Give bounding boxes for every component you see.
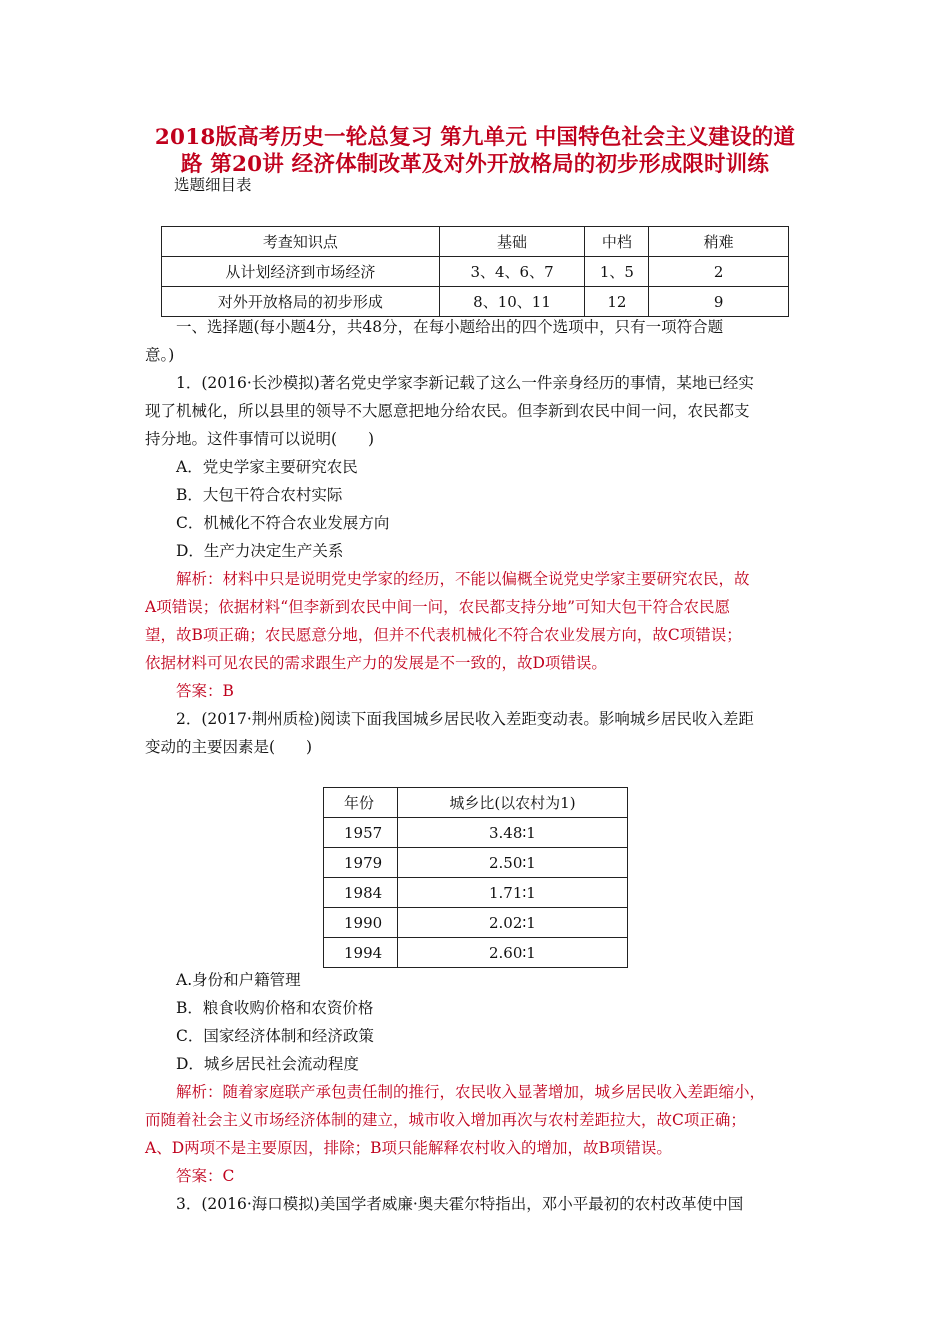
header-cell: 年份 [324,788,398,818]
table-cell: 1990 [324,908,398,938]
q1-option-b: B．大包干符合农村实际 [176,486,343,504]
q1-stem-line: 现了机械化，所以县里的领导不大愿意把地分给农民。但李新到农民中间一问，农民都支 [145,402,750,420]
q3-stem-line: 3．(2016·海口模拟)美国学者威廉·奥夫霍尔特指出，邓小平最初的农村改革使中国 [176,1195,744,1213]
header-cell: 考查知识点 [162,227,440,257]
table-row [324,878,628,908]
topic-table [161,226,789,317]
q2-answer: 答案：C [176,1167,235,1185]
table-row [324,938,628,968]
title-line-2: 路 第20讲 经济体制改革及对外开放格局的初步形成限时训练 [180,152,770,177]
table-cell: 3、4、6、7 [439,257,585,287]
q2-analysis-line: 解析：随着家庭联产承包责任制的推行，农民收入显著增加，城乡居民收入差距缩小， [176,1083,766,1101]
q1-option-d: D．生产力决定生产关系 [176,542,344,560]
table-cell: 1979 [324,848,398,878]
table-cell: 对外开放格局的初步形成 [162,287,440,317]
table-row [162,287,789,317]
table-cell: 从计划经济到市场经济 [162,257,440,287]
table-cell: 1994 [324,938,398,968]
section-heading-line-1: 一、选择题(每小题4分，共48分，在每小题给出的四个选项中，只有一项符合题 [176,318,724,336]
q1-analysis-line: 解析：材料中只是说明党史学家的经历，不能以偏概全说党史学家主要研究农民，故 [176,570,750,588]
table-cell: 2.02∶1 [397,908,627,938]
q2-stem-line: 变动的主要因素是( ) [145,738,313,756]
q1-stem-line: 持分地。这件事情可以说明( ) [145,430,375,448]
q2-analysis-line: A、D两项不是主要原因，排除；B项只能解释农村收入的增加，故B项错误。 [145,1139,672,1157]
table-cell: 1.71∶1 [397,878,627,908]
q1-analysis-line: A项错误；依据材料“但李新到农民中间一问，农民都支持分地”可知大包干符合农民愿 [145,598,731,616]
table-cell: 12 [585,287,649,317]
q2-option-b: B．粮食收购价格和农资价格 [176,999,374,1017]
table-cell: 9 [649,287,789,317]
document-title [120,124,830,178]
title-line-1: 2018版高考历史一轮总复习 第九单元 中国特色社会主义建设的道 [154,125,796,150]
table-cell: 1957 [324,818,398,848]
header-cell: 中档 [585,227,649,257]
header-cell: 基础 [439,227,585,257]
header-cell: 城乡比(以农村为1) [397,788,627,818]
q2-analysis-line: 而随着社会主义市场经济体制的建立，城市收入增加再次与农村差距拉大，故C项正确； [145,1111,746,1129]
q2-option-a: A.身份和户籍管理 [176,971,301,989]
table-row [324,848,628,878]
table-cell: 3.48∶1 [397,818,627,848]
table-row [162,257,789,287]
q1-option-a: A．党史学家主要研究农民 [176,458,358,476]
table-row [324,908,628,938]
q2-option-d: D．城乡居民社会流动程度 [176,1055,359,1073]
table-cell: 1、5 [585,257,649,287]
q1-analysis-line: 望，故B项正确；农民愿意分地，但并不代表机械化不符合农业发展方向，故C项错误； [145,626,742,644]
q2-option-c: C．国家经济体制和经济政策 [176,1027,374,1045]
table-cell: 1984 [324,878,398,908]
table-cell: 2.60∶1 [397,938,627,968]
q1-option-c: C．机械化不符合农业发展方向 [176,514,390,532]
q1-analysis-line: 依据材料可见农民的需求跟生产力的发展是不一致的，故D项错误。 [145,654,607,672]
table-header-row [162,227,789,257]
header-cell: 稍难 [649,227,789,257]
section-heading-line-2: 意。) [145,346,175,364]
table-header-row [324,788,628,818]
q2-stem-line: 2．(2017·荆州质检)阅读下面我国城乡居民收入差距变动表。影响城乡居民收入差距 [176,710,754,728]
table-row [324,818,628,848]
table-cell: 8、10、11 [439,287,585,317]
q1-stem-line: 1．(2016·长沙模拟)著名党史学家李新记载了这么一件亲身经历的事情，某地已经实 [176,374,754,392]
income-ratio-table [323,787,628,968]
table-cell: 2.50∶1 [397,848,627,878]
table-cell: 2 [649,257,789,287]
table-caption: 选题细目表 [174,176,252,194]
q1-answer: 答案：B [176,682,234,700]
